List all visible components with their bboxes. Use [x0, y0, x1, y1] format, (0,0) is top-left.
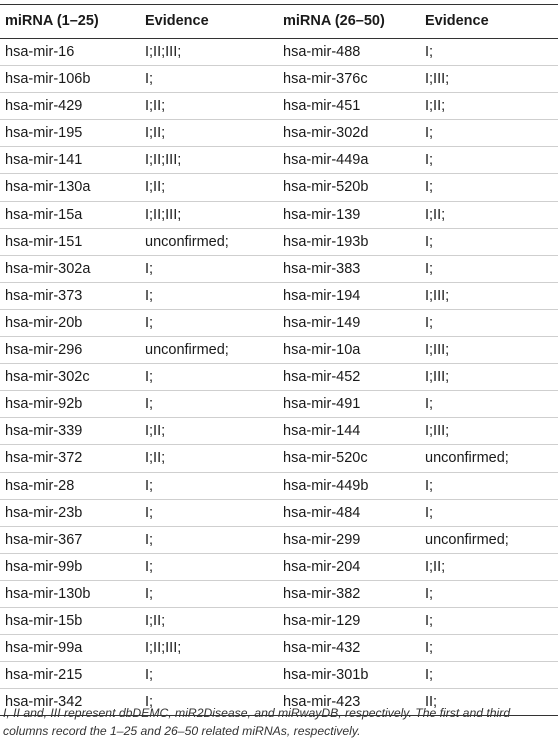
mirna-right-cell: hsa-mir-432 — [278, 635, 420, 662]
mirna-left-cell: hsa-mir-141 — [0, 147, 140, 174]
mirna-left-cell: hsa-mir-296 — [0, 337, 140, 364]
table-row — [0, 580, 558, 607]
mirna-left-cell: hsa-mir-99b — [0, 553, 140, 580]
table-row — [0, 174, 558, 201]
evidence-right-cell: I; — [420, 147, 558, 174]
evidence-right-cell: I; — [420, 580, 558, 607]
evidence-right-cell: II; — [420, 689, 558, 716]
mirna-left-cell: hsa-mir-130b — [0, 580, 140, 607]
table-row — [0, 499, 558, 526]
evidence-right-cell: I; — [420, 120, 558, 147]
table-row — [0, 147, 558, 174]
mirna-left-cell: hsa-mir-367 — [0, 526, 140, 553]
table-row — [0, 39, 558, 66]
table-header — [0, 5, 558, 39]
table-row — [0, 93, 558, 120]
mirna-right-cell: hsa-mir-193b — [278, 228, 420, 255]
mirna-right-cell: hsa-mir-491 — [278, 391, 420, 418]
mirna-left-cell: hsa-mir-28 — [0, 472, 140, 499]
evidence-right-cell: I;III; — [420, 418, 558, 445]
evidence-right-cell: I; — [420, 174, 558, 201]
mirna-left-cell: hsa-mir-339 — [0, 418, 140, 445]
evidence-left-cell: I; — [140, 364, 278, 391]
evidence-left-cell: I;II; — [140, 120, 278, 147]
evidence-right-cell: I;III; — [420, 364, 558, 391]
mirna-left-cell: hsa-mir-429 — [0, 93, 140, 120]
mirna-table-container — [0, 4, 558, 716]
evidence-left-cell: I; — [140, 309, 278, 336]
table-row — [0, 391, 558, 418]
mirna-right-cell: hsa-mir-452 — [278, 364, 420, 391]
mirna-left-cell: hsa-mir-106b — [0, 66, 140, 93]
header-mirna-1-25: miRNA (1–25) — [0, 5, 140, 39]
evidence-left-cell: I; — [140, 499, 278, 526]
mirna-left-cell: hsa-mir-16 — [0, 39, 140, 66]
table-row — [0, 607, 558, 634]
mirna-left-cell: hsa-mir-372 — [0, 445, 140, 472]
evidence-right-cell: I;II; — [420, 93, 558, 120]
table-row — [0, 635, 558, 662]
mirna-right-cell: hsa-mir-10a — [278, 337, 420, 364]
evidence-right-cell: I; — [420, 662, 558, 689]
evidence-left-cell: I;II; — [140, 174, 278, 201]
table-row — [0, 201, 558, 228]
mirna-right-cell: hsa-mir-520c — [278, 445, 420, 472]
evidence-left-cell: I; — [140, 553, 278, 580]
evidence-left-cell: I;II; — [140, 418, 278, 445]
evidence-right-cell: unconfirmed; — [420, 526, 558, 553]
mirna-evidence-table — [0, 4, 558, 716]
mirna-right-cell: hsa-mir-382 — [278, 580, 420, 607]
table-row — [0, 364, 558, 391]
evidence-left-cell: I; — [140, 66, 278, 93]
mirna-right-cell: hsa-mir-451 — [278, 93, 420, 120]
table-row — [0, 309, 558, 336]
mirna-right-cell: hsa-mir-488 — [278, 39, 420, 66]
evidence-left-cell: I;II;III; — [140, 39, 278, 66]
mirna-left-cell: hsa-mir-342 — [0, 689, 140, 716]
mirna-right-cell: hsa-mir-301b — [278, 662, 420, 689]
evidence-left-cell: unconfirmed; — [140, 337, 278, 364]
mirna-right-cell: hsa-mir-144 — [278, 418, 420, 445]
mirna-right-cell: hsa-mir-383 — [278, 255, 420, 282]
evidence-left-cell: I; — [140, 472, 278, 499]
mirna-left-cell: hsa-mir-99a — [0, 635, 140, 662]
evidence-left-cell: unconfirmed; — [140, 228, 278, 255]
mirna-right-cell: hsa-mir-484 — [278, 499, 420, 526]
mirna-left-cell: hsa-mir-23b — [0, 499, 140, 526]
evidence-right-cell: I; — [420, 309, 558, 336]
mirna-left-cell: hsa-mir-20b — [0, 309, 140, 336]
mirna-right-cell: hsa-mir-149 — [278, 309, 420, 336]
evidence-left-cell: I; — [140, 662, 278, 689]
evidence-right-cell: I;II; — [420, 201, 558, 228]
table-row — [0, 120, 558, 147]
mirna-left-cell: hsa-mir-302c — [0, 364, 140, 391]
evidence-right-cell: I; — [420, 607, 558, 634]
evidence-left-cell: I; — [140, 282, 278, 309]
mirna-left-cell: hsa-mir-151 — [0, 228, 140, 255]
table-footnote: I, II and, III represent dbDEMC, miR2Disease, and miRwayDB, respectively. The first and third columns record the 1–25 and 26–50 related miRNAs, respectively. — [3, 706, 511, 738]
evidence-right-cell: I;III; — [420, 337, 558, 364]
evidence-left-cell: I;II; — [140, 445, 278, 472]
mirna-left-cell: hsa-mir-195 — [0, 120, 140, 147]
table-row — [0, 472, 558, 499]
evidence-left-cell: I;II;III; — [140, 635, 278, 662]
mirna-left-cell: hsa-mir-130a — [0, 174, 140, 201]
mirna-left-cell: hsa-mir-373 — [0, 282, 140, 309]
mirna-left-cell: hsa-mir-302a — [0, 255, 140, 282]
evidence-right-cell: I; — [420, 391, 558, 418]
evidence-right-cell: I;II; — [420, 553, 558, 580]
mirna-left-cell: hsa-mir-92b — [0, 391, 140, 418]
header-mirna-26-50: miRNA (26–50) — [278, 5, 420, 39]
mirna-left-cell: hsa-mir-15b — [0, 607, 140, 634]
mirna-right-cell: hsa-mir-299 — [278, 526, 420, 553]
evidence-right-cell: unconfirmed; — [420, 445, 558, 472]
evidence-right-cell: I; — [420, 255, 558, 282]
evidence-left-cell: I; — [140, 526, 278, 553]
evidence-right-cell: I;III; — [420, 66, 558, 93]
table-row — [0, 553, 558, 580]
evidence-left-cell: I;II;III; — [140, 201, 278, 228]
evidence-right-cell: I; — [420, 39, 558, 66]
evidence-left-cell: I; — [140, 689, 278, 716]
evidence-left-cell: I;II;III; — [140, 147, 278, 174]
mirna-left-cell: hsa-mir-215 — [0, 662, 140, 689]
evidence-right-cell: I; — [420, 472, 558, 499]
table-row — [0, 66, 558, 93]
evidence-right-cell: I; — [420, 228, 558, 255]
mirna-right-cell: hsa-mir-449b — [278, 472, 420, 499]
evidence-right-cell: I;III; — [420, 282, 558, 309]
evidence-left-cell: I;II; — [140, 93, 278, 120]
evidence-left-cell: I; — [140, 391, 278, 418]
evidence-left-cell: I; — [140, 255, 278, 282]
table-row — [0, 282, 558, 309]
evidence-left-cell: I;II; — [140, 607, 278, 634]
mirna-right-cell: hsa-mir-194 — [278, 282, 420, 309]
table-row — [0, 526, 558, 553]
evidence-right-cell: I; — [420, 499, 558, 526]
table-row — [0, 228, 558, 255]
evidence-left-cell: I; — [140, 580, 278, 607]
mirna-right-cell: hsa-mir-423 — [278, 689, 420, 716]
table-row — [0, 445, 558, 472]
table-row — [0, 337, 558, 364]
table-row — [0, 662, 558, 689]
evidence-right-cell: I; — [420, 635, 558, 662]
mirna-right-cell: hsa-mir-376c — [278, 66, 420, 93]
table-body — [0, 39, 558, 716]
table-row — [0, 255, 558, 282]
header-evidence-right: Evidence — [420, 5, 558, 39]
mirna-right-cell: hsa-mir-129 — [278, 607, 420, 634]
mirna-right-cell: hsa-mir-302d — [278, 120, 420, 147]
mirna-right-cell: hsa-mir-520b — [278, 174, 420, 201]
mirna-right-cell: hsa-mir-139 — [278, 201, 420, 228]
mirna-right-cell: hsa-mir-204 — [278, 553, 420, 580]
header-evidence-left: Evidence — [140, 5, 278, 39]
table-row — [0, 418, 558, 445]
mirna-left-cell: hsa-mir-15a — [0, 201, 140, 228]
header-row — [0, 5, 558, 39]
mirna-right-cell: hsa-mir-449a — [278, 147, 420, 174]
